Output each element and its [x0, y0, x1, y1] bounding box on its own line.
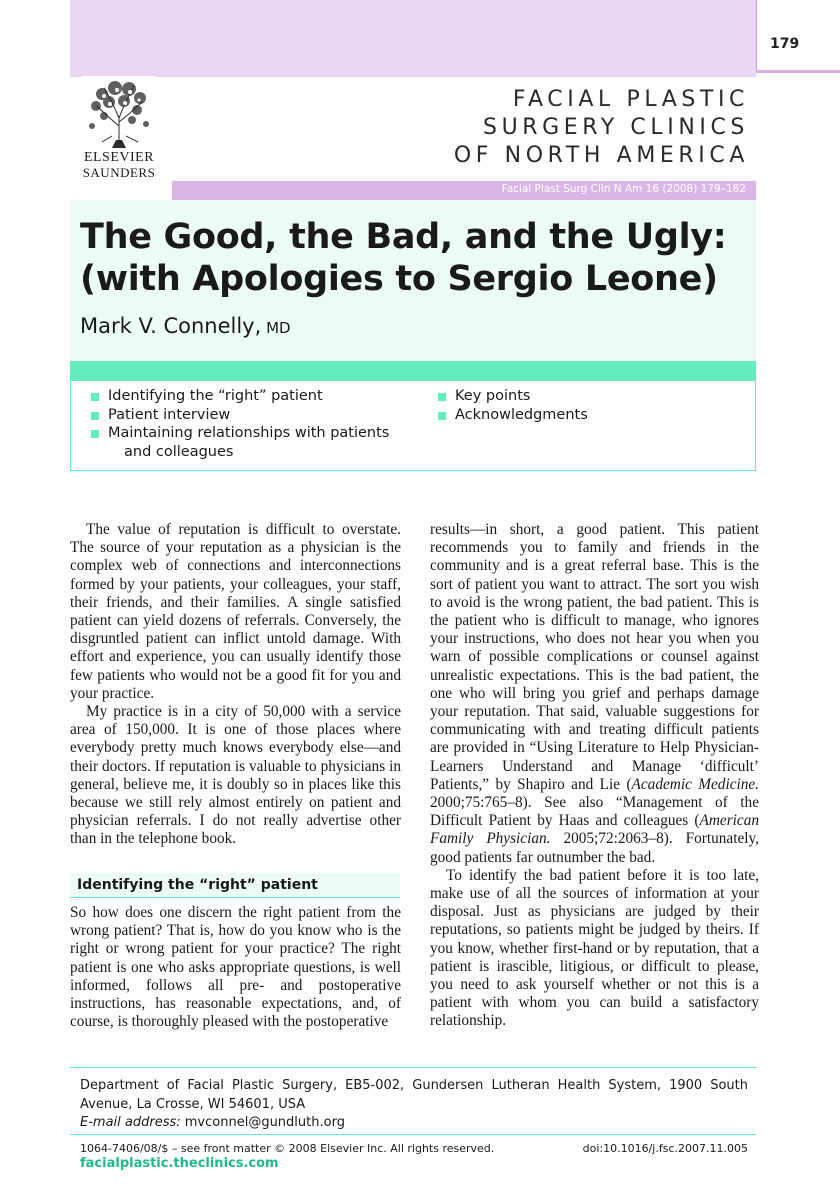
article-outline-left [81, 387, 411, 461]
outline-item[interactable]: Identifying the “right” patient [81, 387, 411, 406]
article-title-line: (with Apologies to Sergio Leone) [80, 259, 718, 299]
outline-item[interactable]: Acknowledgments [428, 406, 728, 425]
title-divider [70, 361, 756, 381]
body-paragraph: My practice is in a city of 50,000 with a service area of 150,000. It is one of those places where everybody pretty much knows everybody else—and their doctors. If reputation is valuable to physicians in general, believe me, it is doubly so in places like this because we still rely almost entirely on patient and physician referrals. I do not really advertise other than in the telephone book. [70, 703, 401, 848]
author-degree: MD [261, 319, 291, 337]
article-title [80, 216, 750, 300]
article-outline-right [428, 387, 728, 424]
body-column-left [70, 521, 401, 849]
journal-title [349, 86, 749, 170]
doi[interactable]: doi:10.1016/j.fsc.2007.11.005 [582, 1142, 748, 1155]
copyright-notice: 1064-7406/08/$ – see front matter © 2008 Elsevier Inc. All rights reserved. [80, 1142, 495, 1155]
body-column-right [430, 521, 759, 1031]
imprint-name: SAUNDERS [82, 165, 156, 180]
article-title-line: The Good, the Bad, and the Ugly: [80, 217, 727, 257]
page-number-box [756, 0, 840, 70]
journal-title-line: SURGERY CLINICS [483, 115, 749, 140]
body-paragraph: The value of reputation is difficult to overstate. The source of your reputation as a physician is the complex web of connections and interconnections formed by your patients, your colleagues, your staff, their friends, and their families. A single satisfied patient can yield dozens of referrals. Conversely, the disgruntled patient can inflict untold damage. With effort and experience, you can usually identify those few patients who would not be a good fit for you and your practice. [70, 521, 401, 702]
author-byline [80, 314, 291, 338]
page-number: 179 [770, 36, 800, 52]
journal-reference: Academic Medicine. [631, 775, 759, 793]
header-band [70, 0, 756, 77]
body-column-left-lower [70, 904, 401, 1031]
journal-website-link[interactable]: facialplastic.theclinics.com [80, 1156, 279, 1171]
footer-divider [70, 1134, 756, 1135]
email-label: E-mail address: [80, 1115, 181, 1130]
section-heading: Identifying the “right” patient [77, 877, 318, 893]
elsevier-tree-icon [82, 76, 156, 150]
author-affiliation [80, 1077, 748, 1133]
email-address[interactable]: mvconnel@gundluth.org [180, 1115, 345, 1130]
outline-item[interactable]: Patient interview [81, 406, 411, 425]
affiliation-divider [70, 1067, 756, 1068]
body-paragraph: results—in short, a good patient. This patient recommends you to family and friends in the community and is a great referral base. This is the sort of patient you want to attract. The sort you wish to avoid is the wrong patient, the bad patient. This is the patient who is difficult to manage, who ignores your instructions, who does not hear you when you warn of possible complications or counsel against unrealistic expectations. This is the bad patient, the one who will bring you grief and perhaps damage your reputation. That said, valuable suggestions for communicating with and treating difficult patients are provided in “Using Literature to Help Physician-Learners Understand and Manage ‘difficult’ Patients,” by Shapiro and Lie (Academic Medicine. 2000;75:765–8). See also “Management of the Difficult Patient by Haas and colleagues (American Family Physician. 2005;72:2063–8). Fortunately, good patients far outnumber the bad. [430, 521, 759, 866]
body-paragraph: So how does one discern the right patient from the wrong patient? That is, how do you know who is the right or wrong patient for your practice? The right patient is one who asks appropriate questions, is well informed, follows all pre- and postoperative instructions, has reasonable expectations, and, of course, is thoroughly pleased with the postoperative [70, 904, 401, 1031]
elsevier-logo [78, 76, 160, 182]
body-paragraph: To identify the bad patient before it is too late, make use of all the sources of information at your disposal. Just as physicians are judged by their reputations, so patients might be judged by theirs. If you know, whether first-hand or by reputation, that a patient is irascible, litigious, or difficult to please, you need to ask yourself whether or not this is a patient with whom you can build a satisfactory relationship. [430, 866, 759, 1030]
page-number-underline [756, 70, 840, 73]
publisher-name: ELSEVIER [83, 150, 155, 165]
journal-title-line: FACIAL PLASTIC [512, 87, 749, 112]
outline-item[interactable]: Key points [428, 387, 728, 406]
affiliation-text: Department of Facial Plastic Surgery, EB5-002, Gundersen Lutheran Health System, 1900 South Avenue, La Crosse, WI 54601, USA [80, 1078, 748, 1112]
journal-citation: Facial Plast Surg Clin N Am 16 (2008) 179–182 [501, 183, 746, 195]
email-line [80, 1114, 748, 1133]
outline-item[interactable]: Maintaining relationships with patients and colleagues [81, 424, 411, 461]
journal-title-line: OF NORTH AMERICA [453, 143, 749, 168]
journal-reference: American Family Physician. [430, 812, 759, 848]
author-name: Mark V. Connelly, [80, 314, 262, 338]
